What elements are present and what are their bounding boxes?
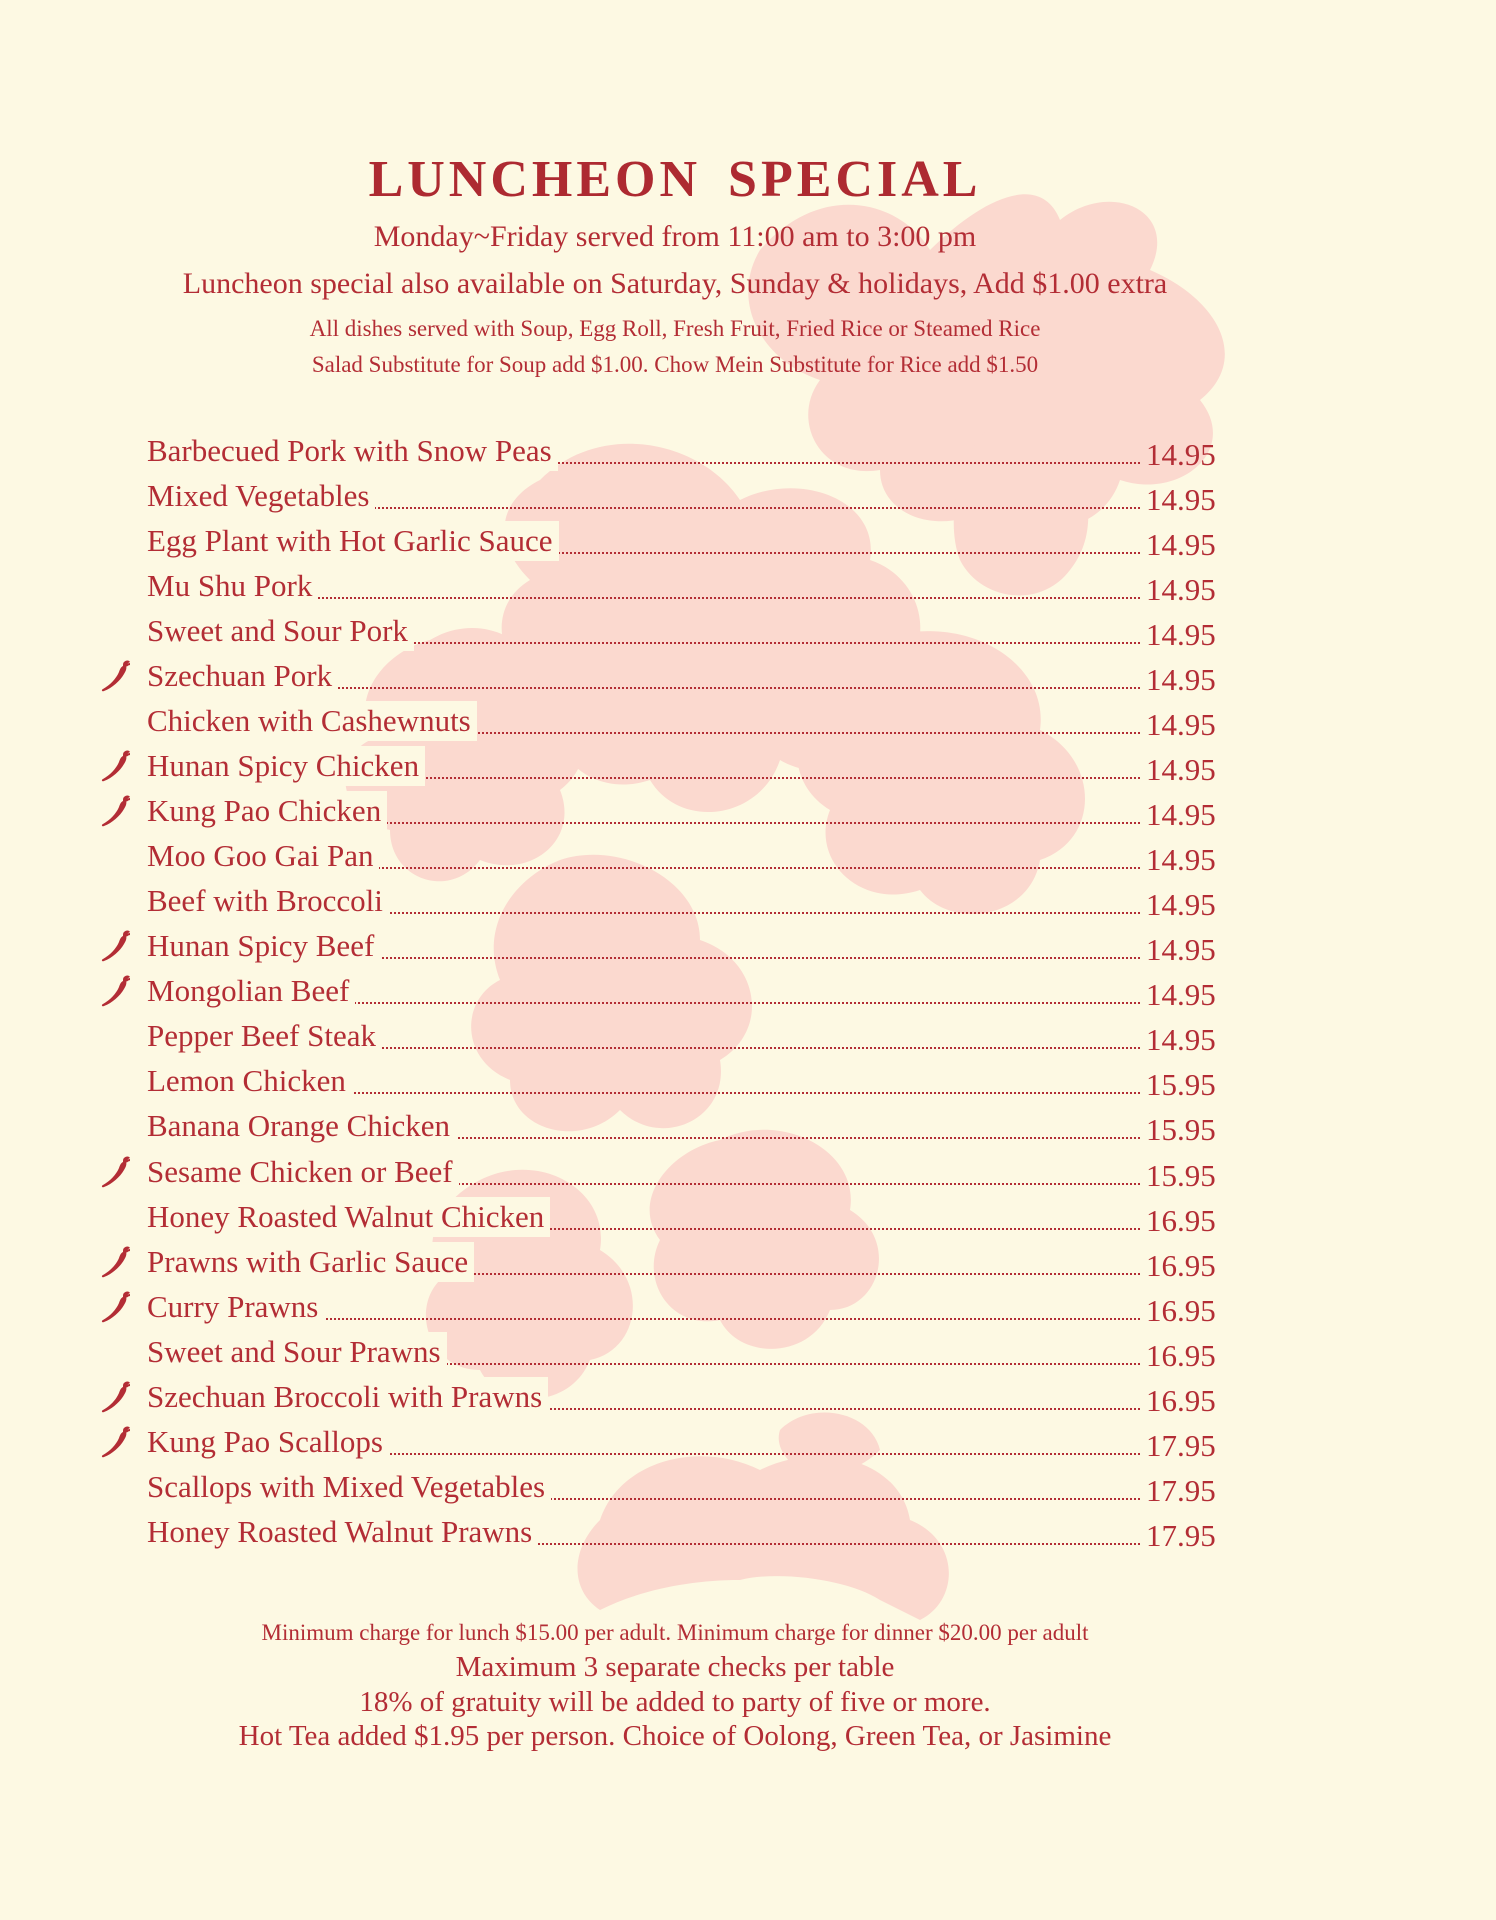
menu-list — [0, 431, 1496, 1557]
chili-pepper-icon — [100, 1244, 132, 1280]
menu-item-name: Mongolian Beef — [147, 971, 355, 1011]
menu-item-price: 15.95 — [1146, 1112, 1216, 1148]
included-sides: All dishes served with Soup, Egg Roll, Fresh Fruit, Fried Rice or Steamed Rice — [309, 316, 1041, 341]
menu-item-price: 14.95 — [1146, 977, 1216, 1013]
menu-item-name: Kung Pao Chicken — [147, 791, 387, 831]
menu-item-price: 17.95 — [1146, 1517, 1216, 1553]
menu-item-name: Egg Plant with Hot Garlic Sauce — [147, 521, 559, 561]
menu-item — [0, 656, 1496, 701]
menu-item — [0, 476, 1496, 521]
menu-item — [0, 701, 1496, 746]
menu-item-price: 16.95 — [1146, 1292, 1216, 1328]
menu-item — [0, 1242, 1496, 1287]
substitution-note: Salad Substitute for Soup add $1.00. Chow Mein Substitute for Rice add $1.50 — [311, 352, 1039, 377]
menu-item-name: Szechuan Pork — [147, 656, 338, 696]
menu-item-name: Beef with Broccoli — [147, 881, 389, 921]
menu-item-name: Sesame Chicken or Beef — [147, 1152, 459, 1192]
menu-item-price: 14.95 — [1146, 1022, 1216, 1058]
menu-item-name: Honey Roasted Walnut Prawns — [147, 1512, 538, 1552]
chili-pepper-icon — [100, 1154, 132, 1190]
menu-item-price: 14.95 — [1146, 887, 1216, 923]
menu-item-name: Curry Prawns — [147, 1287, 324, 1327]
menu-item-name: Lemon Chicken — [147, 1061, 352, 1101]
menu-item — [0, 1377, 1496, 1422]
menu-item — [0, 1106, 1496, 1151]
menu-item — [0, 1061, 1496, 1106]
menu-item-name: Kung Pao Scallops — [147, 1422, 389, 1462]
menu-item-name: Sweet and Sour Pork — [147, 611, 414, 651]
menu-item-name: Honey Roasted Walnut Chicken — [147, 1197, 550, 1237]
menu-item-name: Moo Goo Gai Pan — [147, 836, 379, 876]
menu-item-price: 14.95 — [1146, 527, 1216, 563]
menu-item — [0, 1332, 1496, 1377]
menu-item — [0, 1197, 1496, 1242]
chili-pepper-icon — [100, 1424, 132, 1460]
menu-item-price: 14.95 — [1146, 662, 1216, 698]
chili-pepper-icon — [100, 793, 132, 829]
menu-item-price: 14.95 — [1146, 707, 1216, 743]
service-hours: Monday~Friday served from 11:00 am to 3:00 pm — [373, 220, 977, 253]
menu-item-price: 14.95 — [1146, 932, 1216, 968]
menu-item — [0, 791, 1496, 836]
chili-pepper-icon — [100, 928, 132, 964]
gratuity-note: 18% of gratuity will be added to party of five or more. — [359, 1686, 991, 1718]
menu-item-name: Pepper Beef Steak — [147, 1016, 382, 1056]
menu-item-name: Banana Orange Chicken — [147, 1106, 456, 1146]
menu-item-name: Hunan Spicy Chicken — [147, 746, 425, 786]
menu-item-price: 14.95 — [1146, 752, 1216, 788]
menu-item-price: 15.95 — [1146, 1157, 1216, 1193]
menu-item — [0, 1512, 1496, 1557]
menu-item-price: 14.95 — [1146, 437, 1216, 472]
menu-item — [0, 566, 1496, 611]
menu-item-price: 16.95 — [1146, 1247, 1216, 1283]
menu-item — [0, 1152, 1496, 1197]
menu-item-price: 14.95 — [1146, 617, 1216, 653]
menu-item-price: 14.95 — [1146, 797, 1216, 833]
menu-item-name: Mu Shu Pork — [147, 566, 318, 606]
menu-item — [0, 746, 1496, 791]
menu-title: LUNCHEON SPECIAL — [368, 151, 982, 208]
menu-item-name: Barbecued Pork with Snow Peas — [147, 431, 558, 471]
chili-pepper-icon — [100, 1289, 132, 1325]
menu-item — [0, 1287, 1496, 1332]
menu-item — [0, 1422, 1496, 1467]
menu-item-price: 14.95 — [1146, 842, 1216, 878]
menu-item — [0, 1467, 1496, 1512]
menu-item-name: Sweet and Sour Prawns — [147, 1332, 447, 1372]
chili-pepper-icon — [100, 1379, 132, 1415]
menu-item-name: Prawns with Garlic Sauce — [147, 1242, 474, 1282]
menu-item-price: 15.95 — [1146, 1067, 1216, 1103]
menu-item-price: 14.95 — [1146, 482, 1216, 518]
chili-pepper-icon — [100, 973, 132, 1009]
menu-item — [0, 836, 1496, 881]
menu-item-name: Mixed Vegetables — [147, 476, 375, 516]
chili-pepper-icon — [100, 748, 132, 784]
menu-item-price: 17.95 — [1146, 1472, 1216, 1508]
menu-item-price: 17.95 — [1146, 1427, 1216, 1463]
menu-item — [0, 431, 1496, 476]
menu-item — [0, 971, 1496, 1016]
chili-pepper-icon — [100, 658, 132, 694]
menu-item-name: Chicken with Cashewnuts — [147, 701, 477, 741]
menu-item — [0, 1016, 1496, 1061]
weekend-note: Luncheon special also available on Saturday, Sunday & holidays, Add $1.00 extra — [182, 267, 1168, 300]
menu-item-price: 14.95 — [1146, 572, 1216, 608]
tea-note: Hot Tea added $1.95 per person. Choice of Oolong, Green Tea, or Jasimine — [238, 1720, 1112, 1752]
minimum-charge-note: Minimum charge for lunch $15.00 per adult. Minimum charge for dinner $20.00 per adult — [261, 1620, 1089, 1645]
menu-item-name: Scallops with Mixed Vegetables — [147, 1467, 551, 1507]
menu-item — [0, 926, 1496, 971]
menu-item-name: Hunan Spicy Beef — [147, 926, 380, 966]
checks-note: Maximum 3 separate checks per table — [455, 1651, 895, 1683]
menu-item-name: Szechuan Broccoli with Prawns — [147, 1377, 548, 1417]
menu-item — [0, 611, 1496, 656]
menu-item — [0, 881, 1496, 926]
menu-item-price: 16.95 — [1146, 1382, 1216, 1418]
menu-item — [0, 521, 1496, 566]
menu-item-price: 16.95 — [1146, 1202, 1216, 1238]
menu-item-price: 16.95 — [1146, 1337, 1216, 1373]
